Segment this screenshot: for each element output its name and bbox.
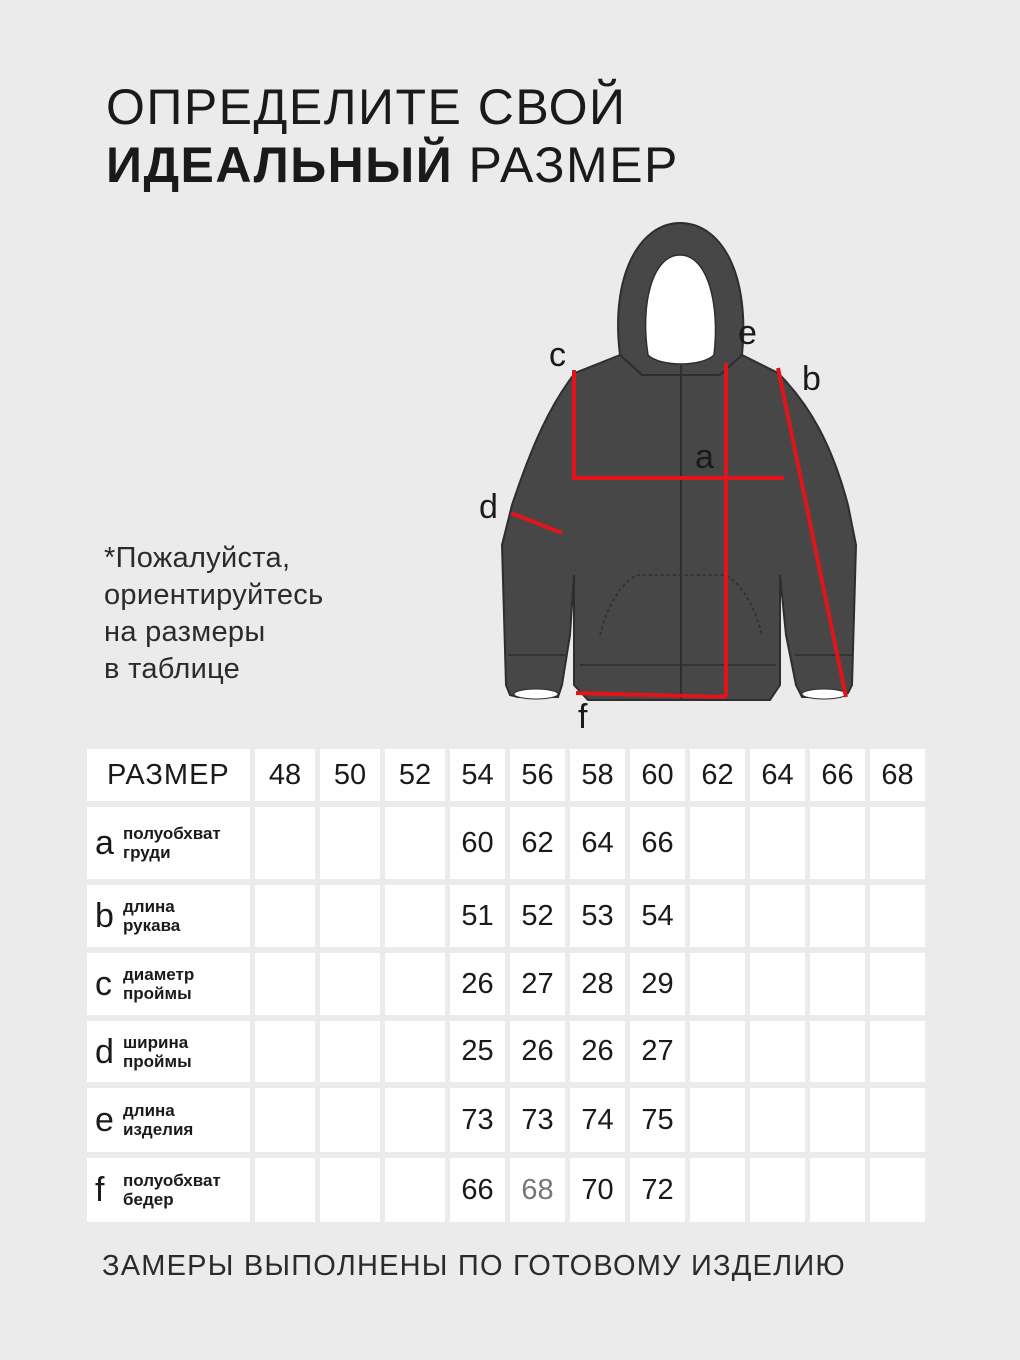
row-desc: диаметр [123,965,195,984]
header-size: 66 [810,749,865,801]
header-size: 62 [690,749,745,801]
table-cell [320,1158,380,1222]
table-row [87,1021,925,1082]
table-header-row [87,749,925,801]
table-cell [750,1088,805,1152]
table-cell [810,1158,865,1222]
hoodie-diagram [470,215,870,735]
table-cell [810,885,865,947]
table-cell: 64 [570,807,625,879]
row-desc: ширина [123,1032,189,1052]
row-letter: c [95,965,112,1003]
title-bold-word: ИДЕАЛЬНЫЙ [106,137,454,193]
table-cell [870,1088,925,1152]
table-cell [870,807,925,879]
row-label [87,953,250,1015]
table-cell: 72 [630,1158,685,1222]
table-cell: 25 [450,1021,505,1082]
row-label [87,1021,250,1082]
table-cell [255,885,315,947]
table-cell [870,953,925,1015]
row-desc: длина [123,1101,175,1120]
table-cell: 66 [630,807,685,879]
row-desc: длина [123,897,175,916]
cuff-opening-left [514,689,558,699]
row-letter: d [95,1032,114,1071]
row-desc: проймы [123,984,192,1003]
table-cell [320,807,380,879]
title-line-2 [106,137,679,193]
table-cell [810,953,865,1015]
table-cell: 27 [510,953,565,1015]
header-size: 48 [255,749,315,801]
table-cell: 28 [570,953,625,1015]
table-cell [320,1021,380,1082]
header-size: 64 [750,749,805,801]
table-cell: 74 [570,1088,625,1152]
table-cell: 27 [630,1021,685,1082]
table-cell [385,885,445,947]
header-size: 50 [320,749,380,801]
table-cell: 75 [630,1088,685,1152]
size-note [104,540,323,688]
label-c: c [549,336,566,374]
label-e: e [738,314,757,352]
table-cell: 52 [510,885,565,947]
label-f: f [578,698,588,736]
title-line-1: ОПРЕДЕЛИТЕ СВОЙ [106,79,627,135]
row-letter: a [95,824,114,862]
row-desc: проймы [123,1051,192,1071]
header-size: 60 [630,749,685,801]
table-cell [385,1088,445,1152]
label-a: a [695,438,714,476]
table-cell: 60 [450,807,505,879]
table-cell [870,885,925,947]
table-cell [690,807,745,879]
table-cell [255,953,315,1015]
header-size: 54 [450,749,505,801]
row-desc: полуобхват [123,824,221,843]
table-cell [810,807,865,879]
label-b: b [802,360,821,398]
row-desc: груди [123,843,171,862]
table-cell [750,807,805,879]
row-desc: бедер [123,1190,174,1209]
header-size: 68 [870,749,925,801]
note-line: в таблице [104,653,241,685]
table-row [87,953,925,1015]
footer-note: ЗАМЕРЫ ВЫПОЛНЕНЫ ПО ГОТОВОМУ ИЗДЕЛИЮ [102,1250,846,1282]
cuff-opening-right [802,689,846,699]
row-desc: изделия [123,1120,194,1139]
table-cell [690,1021,745,1082]
table-cell [810,1088,865,1152]
page-title [106,78,679,194]
table-cell [255,1021,315,1082]
table-cell [385,953,445,1015]
table-cell [385,1021,445,1082]
table-cell: 73 [510,1088,565,1152]
table-cell [385,807,445,879]
table-cell [870,1021,925,1082]
table-cell [810,1021,865,1082]
table-cell: 73 [450,1088,505,1152]
table-cell: 68 [510,1158,565,1222]
table-cell: 26 [450,953,505,1015]
row-label [87,807,250,879]
table-cell [870,1158,925,1222]
row-letter: f [95,1171,105,1209]
table-cell [750,885,805,947]
table-cell [690,1088,745,1152]
table-cell: 54 [630,885,685,947]
table-cell: 51 [450,885,505,947]
table-cell [690,953,745,1015]
table-cell: 26 [510,1021,565,1082]
table-row [87,1088,925,1152]
row-letter: e [95,1101,114,1139]
row-label [87,1158,250,1222]
title-rest: РАЗМЕР [453,137,679,193]
table-cell [320,885,380,947]
header-size-label: РАЗМЕР [87,749,250,801]
table-cell: 66 [450,1158,505,1222]
label-d: d [479,488,498,526]
table-cell [255,807,315,879]
table-cell: 62 [510,807,565,879]
note-line: *Пожалуйста, [104,542,291,574]
table-cell: 29 [630,953,685,1015]
table-cell: 26 [570,1021,625,1082]
header-size: 52 [385,749,445,801]
table-cell [255,1158,315,1222]
table-row [87,1158,925,1222]
row-letter: b [95,897,114,935]
note-line: ориентируйтесь [104,579,324,611]
table-cell: 53 [570,885,625,947]
table-cell [750,1158,805,1222]
row-desc: полуобхват [123,1171,221,1190]
table-cell [320,953,380,1015]
note-line: на размеры [104,616,266,648]
table-cell [750,953,805,1015]
table-cell [690,885,745,947]
row-label [87,1088,250,1152]
table-row [87,807,925,879]
hoodie-body [502,355,856,700]
table-cell [690,1158,745,1222]
row-label [87,885,250,947]
row-desc: рукава [123,916,181,935]
table-cell [750,1021,805,1082]
header-size: 58 [570,749,625,801]
table-cell [385,1158,445,1222]
table-cell: 70 [570,1158,625,1222]
header-size: 56 [510,749,565,801]
table-row [87,885,925,947]
table-cell [255,1088,315,1152]
table-cell [320,1088,380,1152]
size-table [82,743,930,1228]
